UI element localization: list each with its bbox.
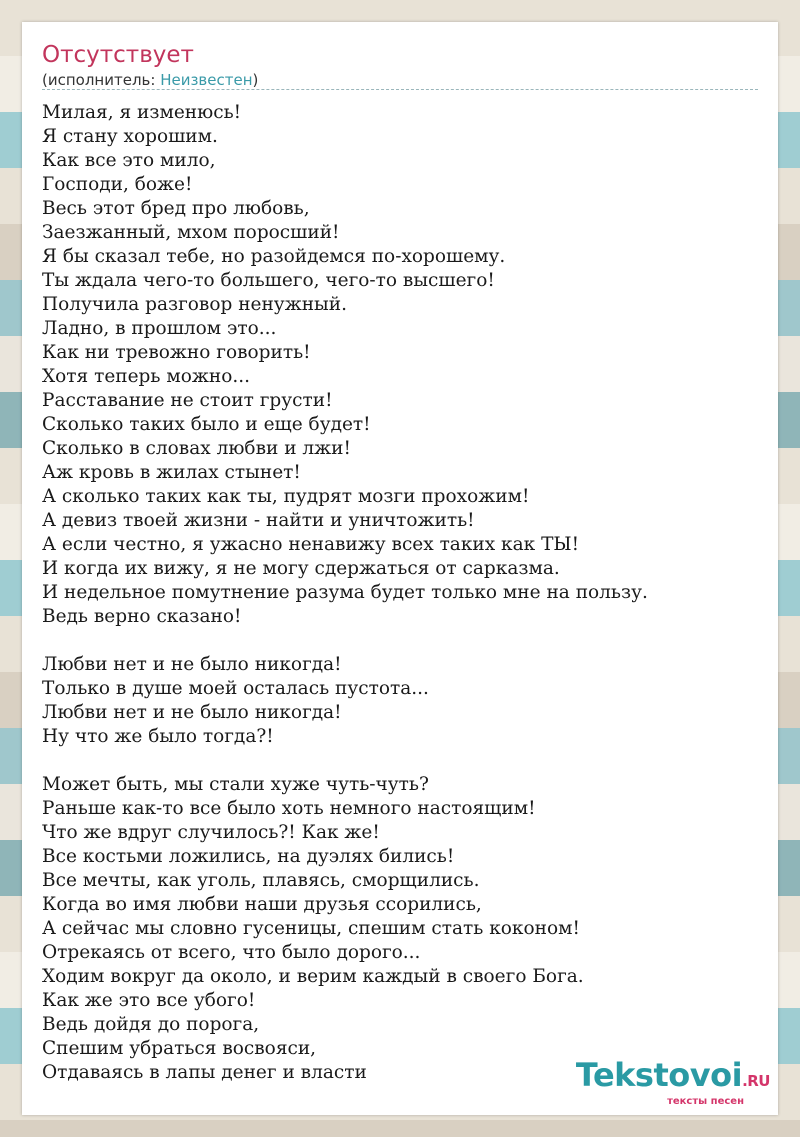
performer-line <box>42 71 258 89</box>
site-logo[interactable] <box>575 1056 770 1107</box>
performer-prefix: (исполнитель: <box>42 71 161 89</box>
performer-link[interactable]: Неизвестен <box>160 71 253 89</box>
song-title: Отсутствует <box>42 42 194 68</box>
performer-suffix: ) <box>252 71 259 89</box>
logo-name: Tekstovoi <box>575 1056 743 1094</box>
lyrics-sheet <box>22 22 778 1115</box>
title-divider <box>42 89 758 90</box>
lyrics-text: Милая, я изменюсь! Я стану хорошим. Как все это мило, Господи, боже! Весь этот бред про любовь, Заезжанный, мхом поросший! Я бы сказал тебе, но разойдемся по-хорошему. Ты ждала чего-то большего, чего-то высшего! Получила разговор ненужный. Ладно, в прошлом это... Как ни тревожно говорить! Хотя теперь можно... Расставание не стоит грусти! Сколько таких было и еще будет! Сколько в словах любви и лжи! Аж кровь в жилах стынет! А сколько таких как ты, пудрят мозги прохожим! А девиз твоей жизни - найти и уничтожить! А если честно, я ужасно ненавижу всех таких как ТЫ! И когда их вижу, я не могу сдержаться от сарказма. И недельное помутнение разума будет только мне на пользу. Ведь верно сказано! Любви нет и не было никогда! Только в душе моей осталась пустота... Любви нет и не было никогда! Ну что же было тогда?! Может быть, мы стали хуже чуть-чуть? Раньше как-то все было хоть немного настоящим! Что же вдруг случилось?! Как же! Все костьми ложились, на дуэлях бились! Все мечты, как уголь, плавясь, сморщились. Когда во имя любви наши друзья ссорились, А сейчас мы словно гусеницы, спешим стать коконом! Отрекаясь от всего, что было дорого... Ходим вокруг да около, и верим каждый в своего Бога. Как же это все убого! Ведь дойдя до порога, Спешим убраться восвояси, Отдаваясь в лапы денег и власти <box>42 102 648 1083</box>
logo-tld: .RU <box>742 1072 770 1090</box>
logo-tagline: тексты песен <box>667 1096 744 1107</box>
